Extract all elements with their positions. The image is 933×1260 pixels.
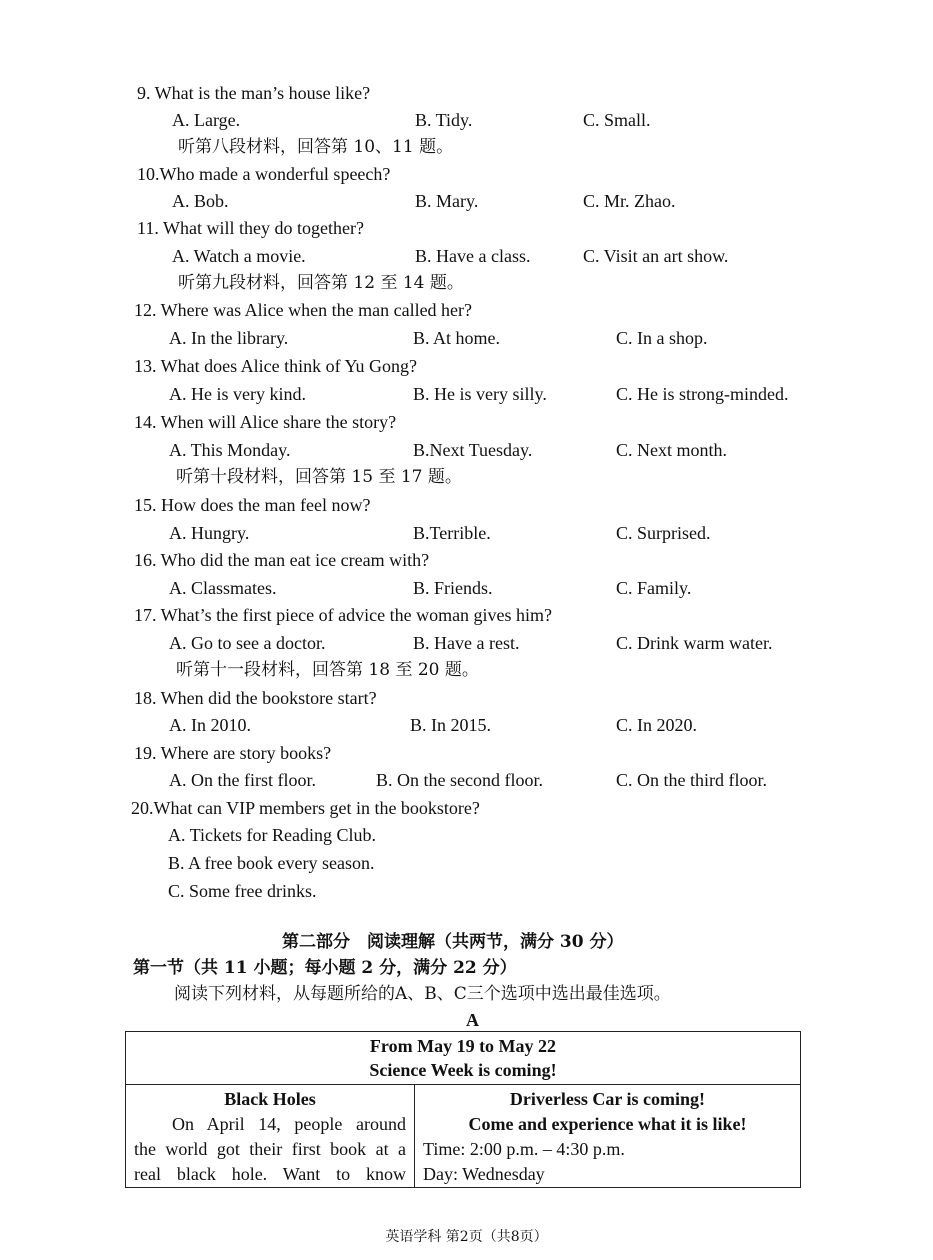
q20-option-a: A. Tickets for Reading Club. bbox=[168, 825, 377, 845]
black-holes-line-3: real black hole. Want to know bbox=[134, 1164, 406, 1184]
q17-option-c: C. Drink warm water. bbox=[616, 633, 773, 653]
q16-option-c: C. Family. bbox=[616, 578, 692, 598]
q16-option-b: B. Friends. bbox=[413, 578, 493, 598]
q9-option-b: B. Tidy. bbox=[415, 110, 473, 130]
q13-option-c: C. He is strong-minded. bbox=[616, 384, 789, 404]
instruction-section-11: 听第十一段材料，回答第 18 至 20 题。 bbox=[176, 660, 479, 680]
q19-option-c: C. On the third floor. bbox=[616, 770, 767, 790]
q15-option-a: A. Hungry. bbox=[169, 523, 250, 543]
black-holes-title: Black Holes bbox=[224, 1089, 316, 1109]
q20-option-b: B. A free book every season. bbox=[168, 853, 375, 873]
instruction-section-9: 听第九段材料，回答第 12 至 14 题。 bbox=[178, 273, 464, 293]
q14-option-b: B.Next Tuesday. bbox=[413, 440, 533, 460]
q10-option-c: C. Mr. Zhao. bbox=[583, 191, 676, 211]
driverless-subtitle: Come and experience what it is like! bbox=[468, 1114, 747, 1134]
q12-option-b: B. At home. bbox=[413, 328, 501, 348]
q12-option-a: A. In the library. bbox=[169, 328, 289, 348]
directions: 阅读下列材料，从每题所给的A、B、C三个选项中选出最佳选项。 bbox=[174, 984, 671, 1004]
header-dates: From May 19 to May 22 bbox=[369, 1036, 557, 1056]
q12-option-c: C. In a shop. bbox=[616, 328, 708, 348]
q9-option-a: A. Large. bbox=[172, 110, 241, 130]
q18-option-b: B. In 2015. bbox=[410, 715, 491, 735]
instruction-section-8: 听第八段材料，回答第 10、11 题。 bbox=[178, 137, 454, 157]
q19-option-a: A. On the first floor. bbox=[169, 770, 316, 790]
q13-option-b: B. He is very silly. bbox=[413, 384, 547, 404]
q9-option-c: C. Small. bbox=[583, 110, 651, 130]
question-14: 14. When will Alice share the story? bbox=[134, 412, 397, 432]
question-11: 11. What will they do together? bbox=[137, 218, 364, 238]
q13-option-a: A. He is very kind. bbox=[169, 384, 306, 404]
question-12: 12. Where was Alice when the man called her? bbox=[134, 300, 473, 320]
passage-label: A bbox=[466, 1010, 479, 1030]
q19-option-b: B. On the second floor. bbox=[376, 770, 543, 790]
q17-option-b: B. Have a rest. bbox=[413, 633, 520, 653]
question-9: 9. What is the man’s house like? bbox=[137, 83, 371, 103]
q11-option-b: B. Have a class. bbox=[415, 246, 531, 266]
table-header bbox=[126, 1032, 801, 1085]
question-15: 15. How does the man feel now? bbox=[134, 495, 371, 515]
q18-option-a: A. In 2010. bbox=[169, 715, 251, 735]
q17-option-a: A. Go to see a doctor. bbox=[169, 633, 326, 653]
q15-option-b: B.Terrible. bbox=[413, 523, 491, 543]
question-10: 10.Who made a wonderful speech? bbox=[137, 164, 391, 184]
section1-heading: 第一节（共 11 小题；每小题 2 分，满分 22 分） bbox=[133, 958, 517, 978]
driverless-car-cell bbox=[415, 1085, 801, 1188]
black-holes-line-1: On April 14, people around bbox=[172, 1114, 406, 1134]
science-week-table bbox=[125, 1031, 801, 1188]
q15-option-c: C. Surprised. bbox=[616, 523, 711, 543]
question-17: 17. What’s the first piece of advice the woman gives him? bbox=[134, 605, 553, 625]
black-holes-line-2: the world got their first book at a bbox=[134, 1139, 406, 1159]
q11-option-a: A. Watch a movie. bbox=[172, 246, 306, 266]
q16-option-a: A. Classmates. bbox=[169, 578, 277, 598]
driverless-time: Time: 2:00 p.m. – 4:30 p.m. bbox=[423, 1139, 625, 1159]
q14-option-c: C. Next month. bbox=[616, 440, 727, 460]
q10-option-a: A. Bob. bbox=[172, 191, 229, 211]
q11-option-c: C. Visit an art show. bbox=[583, 246, 729, 266]
q20-option-c: C. Some free drinks. bbox=[168, 881, 317, 901]
question-18: 18. When did the bookstore start? bbox=[134, 688, 377, 708]
instruction-section-10: 听第十段材料，回答第 15 至 17 题。 bbox=[176, 467, 462, 487]
q10-option-b: B. Mary. bbox=[415, 191, 479, 211]
question-20: 20.What can VIP members get in the bookstore? bbox=[131, 798, 480, 818]
q14-option-a: A. This Monday. bbox=[169, 440, 291, 460]
driverless-day: Day: Wednesday bbox=[423, 1164, 545, 1184]
driverless-title: Driverless Car is coming! bbox=[509, 1089, 706, 1109]
q18-option-c: C. In 2020. bbox=[616, 715, 697, 735]
header-title: Science Week is coming! bbox=[369, 1060, 557, 1080]
question-13: 13. What does Alice think of Yu Gong? bbox=[134, 356, 417, 376]
part2-title: 第二部分 阅读理解（共两节，满分 30 分） bbox=[282, 932, 624, 952]
black-holes-cell bbox=[126, 1085, 415, 1188]
question-19: 19. Where are story books? bbox=[134, 743, 332, 763]
page-footer: 英语学科 第2页（共8页） bbox=[385, 1229, 548, 1245]
question-16: 16. Who did the man eat ice cream with? bbox=[134, 550, 430, 570]
